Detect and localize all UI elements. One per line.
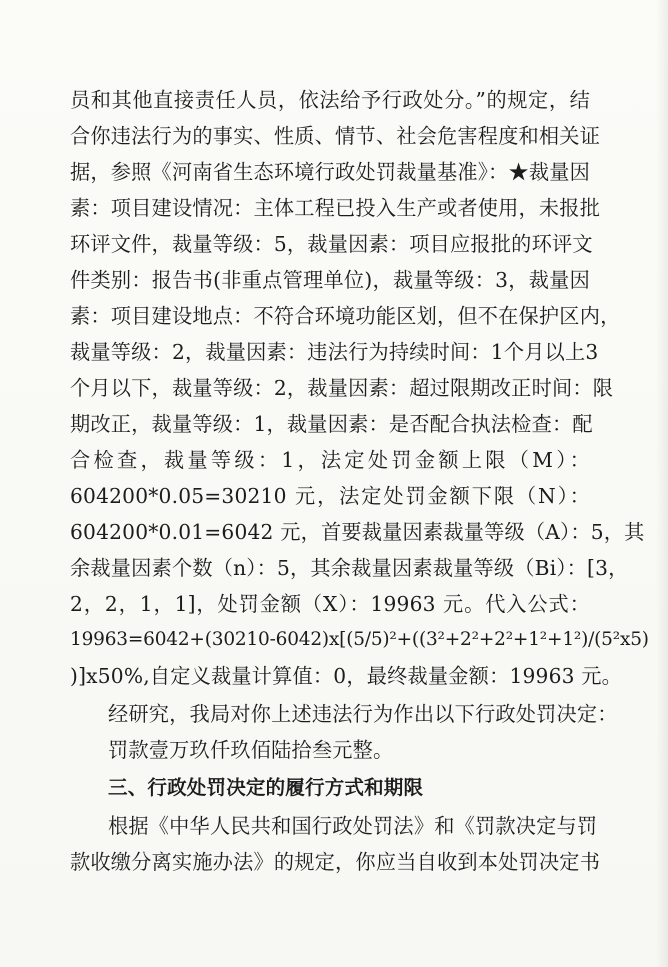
closing-line-1: 根据《中华人民共和国行政处罚法》和《罚款决定与罚 (108, 814, 598, 838)
body-line-1: 员和其他直接责任人员，依法给予行政处分。”的规定，结 (70, 88, 590, 112)
decision-text: 罚款壹万玖仟玖佰陆拾叁元整。 (108, 738, 394, 762)
body-line-10: 期改正，裁量等级：1，裁量因素：是否配合执法检查：配 (70, 412, 593, 436)
body-line-2: 合你违法行为的事实、性质、情节、社会危害程度和相关证 (70, 124, 601, 148)
body-line-6: 件类别：报告书(非重点管理单位)，裁量等级：3，裁量因 (70, 268, 590, 292)
closing-line-2: 款收缴分离实施办法》的规定，你应当自收到本处罚决定书 (70, 850, 601, 874)
body-line-5: 环评文件，裁量等级：5，裁量因素：项目应报批的环评文 (70, 232, 593, 256)
body-line-11: 合检查，裁量等级：1，法定处罚金额上限（M）： (70, 448, 590, 472)
formula-line: 19963=6042+(30210-6042)x[(5/5)²+((3²+2²+2²+1²+1²)/(5²x5) (70, 629, 649, 650)
body-line-3: 据，参照《河南省生态环境行政处罚裁量基准》：★裁量因 (70, 160, 590, 184)
page-edge-shadow (656, 0, 668, 967)
body-line-4: 素：项目建设情况：主体工程已投入生产或者使用，未报批 (70, 196, 601, 220)
body-line-15: 2，2，1，1]，处罚金额（X）：19963 元。代入公式： (70, 592, 590, 616)
body-line-13: 604200*0.01=6042 元，首要裁量因素裁量等级（A）：5，其 (70, 520, 645, 544)
body-line-12: 604200*0.05=30210 元，法定处罚金额下限（N）： (70, 484, 590, 508)
body-line-8: 裁量等级：2，裁量因素：违法行为持续时间：1个月以上3 (70, 340, 599, 364)
decision-intro: 经研究，我局对你上述违法行为作出以下行政处罚决定： (108, 702, 618, 726)
body-line-9: 个月以下，裁量等级：2，裁量因素：超过限期改正时间：限 (70, 376, 614, 400)
formula-result-line: )]x50%,自定义裁量计算值：0，最终裁量金额：19963 元。 (70, 664, 623, 688)
body-line-14: 余裁量因素个数（n）：5，其余裁量因素裁量等级（Bi）：[3， (70, 556, 629, 580)
section-heading: 三、行政处罚决定的履行方式和期限 (108, 776, 424, 799)
body-line-7: 素：项目建设地点：不符合环境功能区划，但不在保护区内， (70, 304, 621, 328)
